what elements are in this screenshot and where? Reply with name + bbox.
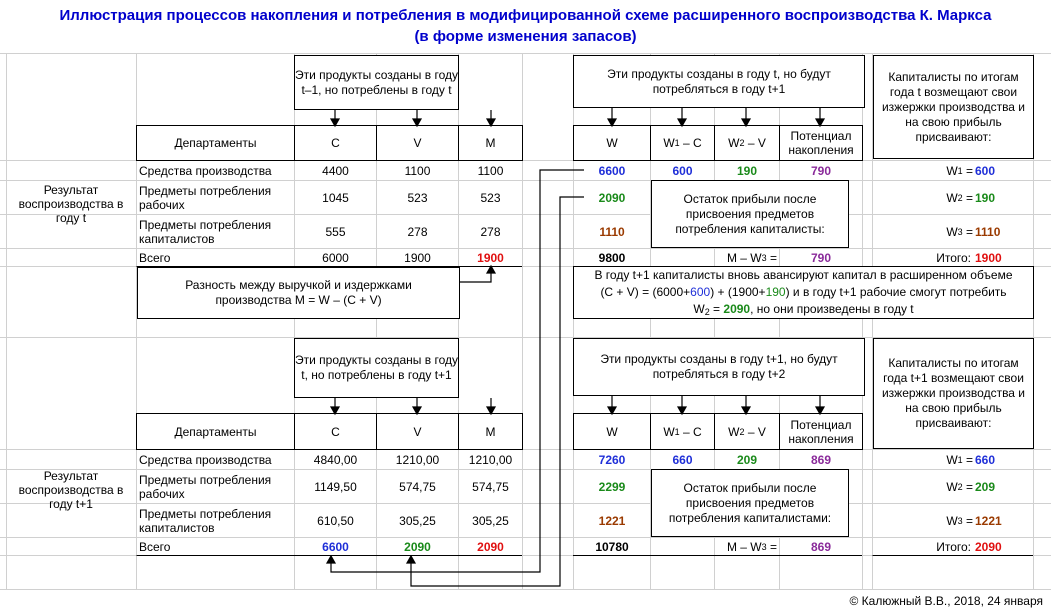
cell-c: 555 [325,224,346,239]
cell-m-total: 1900 [477,250,504,265]
cell-v: 574,75 [399,479,436,494]
cell-w: 1221 [598,513,626,528]
row-label-total: Всего [139,250,171,265]
cell-w: 1110 [599,224,625,239]
header-c: C [331,424,340,439]
w-value: 1221 [975,513,1002,528]
cell-v: 1210,00 [395,452,440,467]
cell-v-total: 1900 [404,250,431,265]
itogo-label: Итого: [936,250,971,265]
note-line-2: (C + V) = (6000+600) + (1900+190) и в году t+1 рабочие смогут потребить [600,285,1007,299]
note-box-difference: Разность между выручкой и издержками производства M = W – (C + V) [137,267,460,319]
w-label: W 3 = [946,513,973,528]
note-box-remainder: Остаток прибыли после присвоения предметов потребления капиталисты: [651,180,849,248]
page-title: Иллюстрация процессов накопления и потребления в модифицированной схеме расширенного воспроизводства К. Маркса [59,7,992,24]
cell-c: 4400 [322,163,349,178]
row-label: Средства производства [139,452,272,467]
cell-potential-total: 869 [810,539,832,554]
cell-w: 7260 [598,452,626,467]
note-box-next-year: Эти продукты созданы в году t, но будут потребляться в году t+1 [573,55,865,108]
note-box-advance [573,266,1034,319]
cell-m: 305,25 [472,513,509,528]
header-departments: Департаменты [174,136,257,150]
header-m: M [485,136,496,150]
cell-c: 1149,50 [314,479,357,494]
cell-w: 2299 [598,479,626,494]
cell-v: 278 [407,224,428,239]
row-header-year-t: Результат воспроизводства в году t [18,183,124,225]
w-label: W 1 = [946,163,973,178]
cell-m: 574,75 [472,479,509,494]
w-label: W 2 = [946,479,973,494]
cell-w1-c: 600 [672,163,693,178]
w-value: 600 [975,163,996,178]
header-c: C [331,136,340,150]
cell-w-total: 10780 [595,539,629,554]
m-minus-w3-label: M – W 3 = [726,250,777,265]
cell-v: 523 [407,190,428,205]
note-line-1: В году t+1 капиталисты вновь авансируют капитал в расширенном объеме [594,268,1013,282]
copyright: © Калюжный В.В., 2018, 24 января [849,594,1043,608]
header-potential: Потенциал накопления [788,417,854,446]
cell-m: 1210,00 [468,452,513,467]
note-box-capitalists-2: Капиталисты по итогам года t+1 возмещают свои изжержки производства и на свою прибыль присваивают: [873,338,1034,449]
w-label: W 3 = [946,224,973,239]
row-label: Предметы потребления рабочих [139,472,272,501]
header-m: M [485,424,496,439]
cell-potential: 869 [810,452,832,467]
itogo-label: Итого: [936,539,971,554]
cell-c-total: 6600 [322,539,349,554]
w-value: 660 [975,452,996,467]
w-value: 1110 [975,224,1001,239]
note-box-prev-year-2: Эти продукты созданы в году t, но потреблены в году t+1 [294,338,459,398]
header-v: V [413,424,422,439]
header-v: V [413,136,422,150]
header-potential: Потенциал накопления [788,129,854,157]
header-w1-minus-c: W 1 – C [663,424,702,439]
cell-c: 1045 [322,190,349,205]
itogo-value: 1900 [975,250,1002,265]
cell-potential: 790 [810,163,832,178]
w-label: W 1 = [946,452,973,467]
note-box-next-year-2: Эти продукты созданы в году t+1, но будут потребляться в году t+2 [573,338,865,396]
cell-c: 4840,00 [313,452,358,467]
cell-c-total: 6000 [322,250,349,265]
header-w: W [606,136,618,150]
header-w2-minus-v: W 2 – V [728,136,766,150]
note-box-prev-year: Эти продукты созданы в году t–1, но потреблены в году t [294,55,459,110]
cell-v-total: 2090 [404,539,431,554]
itogo-value: 2090 [975,539,1002,554]
cell-w2-v: 209 [736,452,758,467]
note-box-capitalists: Капиталисты по итогам года t возмещают свои изжержки производства и на свою прибыль присваивают: [873,55,1034,159]
cell-w: 2090 [598,190,626,205]
row-label: Средства производства [139,163,272,178]
header-w: W [606,424,618,439]
cell-potential-total: 790 [810,250,832,265]
cell-m: 523 [480,190,501,205]
note-box-remainder-2: Остаток прибыли после присвоения предметов потребления капиталистами: [651,469,849,537]
row-label: Предметы потребления капиталистов [139,506,272,535]
row-header-year-t1: Результат воспроизводства в году t+1 [18,469,124,511]
note-line-3: $W_2 = 2090$, но они произведены в году t [693,302,914,317]
header-w1-minus-c: W 1 – C [663,136,702,150]
page-subtitle: (в форме изменения запасов) [414,28,637,45]
cell-m: 1100 [477,163,504,178]
cell-w1-c: 660 [672,452,693,467]
m-minus-w3-label: M – W 3 = [726,539,777,554]
cell-c: 610,50 [317,513,354,528]
w-label: W 2 = [946,190,973,205]
cell-v: 1100 [404,163,431,178]
row-label: Предметы потребления капиталистов [139,217,272,246]
header-w2-minus-v: W 2 – V [728,424,766,439]
w-value: 209 [975,479,996,494]
cell-w2-v: 190 [736,163,758,178]
w-value: 190 [975,190,996,205]
cell-m: 278 [480,224,501,239]
row-label: Предметы потребления рабочих [139,183,272,212]
row-label-total: Всего [139,539,171,554]
cell-m-total: 2090 [477,539,504,554]
cell-v: 305,25 [399,513,436,528]
cell-w-total: 9800 [598,250,626,265]
cell-w: 6600 [598,163,626,178]
header-departments: Департаменты [174,424,257,439]
